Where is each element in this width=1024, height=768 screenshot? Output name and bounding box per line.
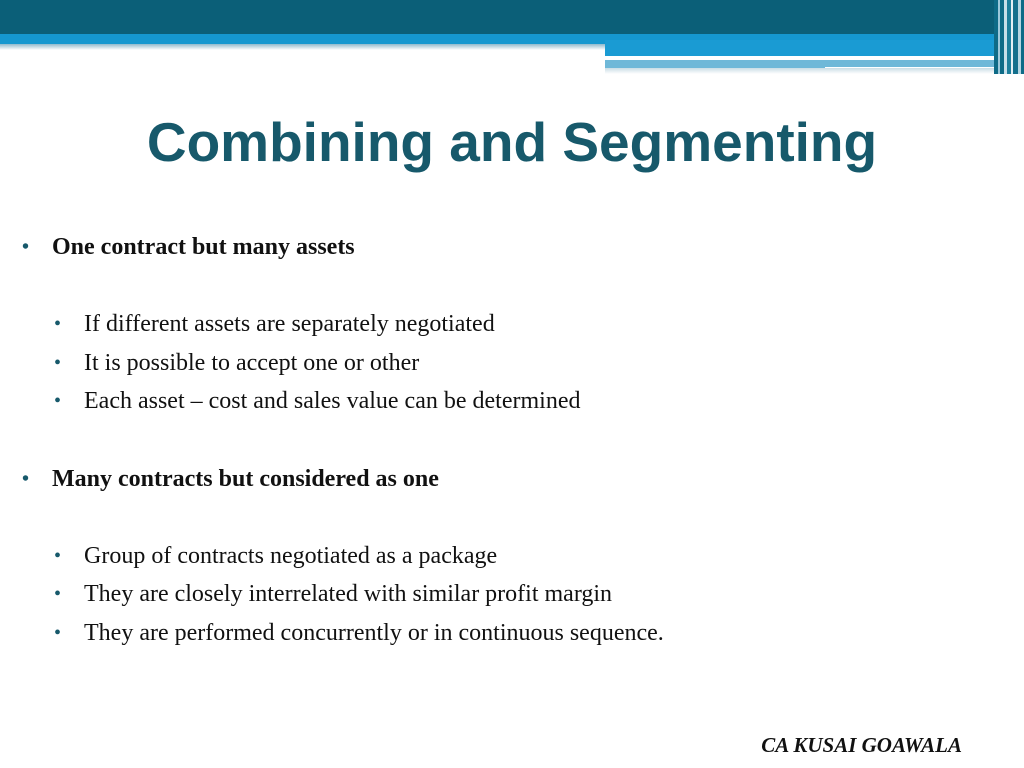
list-item [22, 537, 1002, 576]
section-heading-text: One contract but many assets [52, 234, 355, 260]
header-band-fade [605, 68, 1024, 74]
section-heading-text: Many contracts but considered as one [52, 465, 439, 492]
list-item-text: They are performed concurrently or in continuous sequence. [84, 619, 664, 646]
list-item-text: Each asset – cost and sales value can be determined [84, 388, 581, 414]
header-vertical-stripes [994, 0, 1024, 74]
slide-title: Combining and Segmenting [146, 111, 878, 173]
bullet-icon: • [54, 544, 62, 567]
bullet-icon: • [54, 351, 62, 374]
section-heading [22, 460, 1002, 498]
bullet-icon: • [54, 621, 62, 644]
bullet-icon: • [22, 236, 30, 258]
list-item-text: Group of contracts negotiated as a package [84, 542, 498, 569]
section-heading [22, 228, 1002, 266]
bullet-icon: • [54, 313, 62, 335]
header-band-shadow [0, 44, 610, 50]
header-band-right-block [605, 40, 1024, 56]
list-item-text: They are closely interrelated with similar profit margin [84, 581, 613, 607]
header-white-line [825, 56, 949, 58]
header-band-dark [0, 0, 1024, 36]
slide-content [22, 228, 1002, 652]
list-item-text: It is possible to accept one or other [84, 349, 420, 376]
bullet-icon: • [54, 390, 62, 412]
list-item [22, 344, 1002, 383]
list-item [22, 305, 1002, 344]
bullet-icon: • [54, 583, 62, 605]
list-item [22, 614, 1002, 653]
list-item [22, 575, 1002, 614]
list-item [22, 382, 1002, 421]
list-item-text: If different assets are separately negotiated [84, 311, 495, 337]
bullet-icon: • [22, 467, 30, 490]
footer-author: CA KUSAI GOAWALA [761, 733, 962, 757]
